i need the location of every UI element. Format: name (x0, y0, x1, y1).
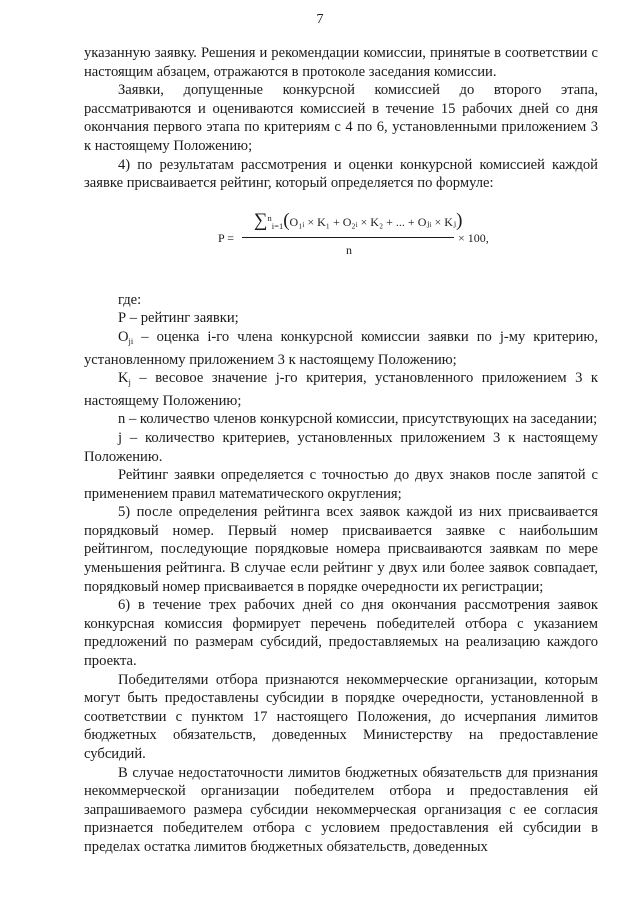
paragraph-item-5: 5) после определения рейтинга всех заявок каждой из них присваивается порядковый номер. Первый номер присваивается заявке с наибольшим рейтингом, последующие порядковые номера присваиваются заявкам по мере уменьшения рейтинга. В случае если рейтинг у двух или более заявок совпадает, порядковый номер присваивается в порядке очередности их регистрации; (84, 504, 598, 595)
formula-terms: O₁ᵢ × K₁ + O₂ᵢ × K₂ + ... + Oⱼᵢ × Kⱼ (289, 214, 457, 229)
definition-j: j – количество критериев, установленных приложением 3 к настоящему Положению. (84, 429, 598, 465)
page-number: 7 (316, 12, 324, 27)
formula-multiplier: × 100, (458, 230, 489, 245)
definition-p: Р – рейтинг заявки; (118, 310, 239, 327)
sum-upper-limit: n (267, 212, 272, 223)
paragraph-item-4: 4) по результатам рассмотрения и оценки конкурсной комиссией каждой заявке присваивается рейтинг, который определяется по формуле: (84, 156, 598, 192)
definition-k: $K_j$ – весовое значение j-го критерия, установленного приложением 3 к настоящему Положению; (84, 370, 598, 409)
fraction-bar (242, 237, 454, 238)
paragraph-rating-precision: Рейтинг заявки определяется с точностью до двух знаков после запятой с применением правил математического округления; (84, 467, 598, 502)
where-label: где: (118, 291, 142, 308)
paragraph-second-stage: Заявки, допущенные конкурсной комиссией до второго этапа, рассматриваются и оцениваются комиссией в течение 15 рабочих дней со дня окончания первого этапа по критериям с 4 по 6, установленными приложением 3 к настоящему Положению; (84, 82, 598, 154)
formula-lhs: P = (218, 230, 235, 245)
formula-numerator: ∑$^n_{i=1}$(O₁ᵢ × K₁ + O₂ᵢ × K₂ + ... + Oⱼᵢ × Kⱼ) (254, 209, 463, 231)
definition-o: $O_{ji}$ – оценка i-го члена конкурсной комиссии заявки по j-му критерию, установленному приложением 3 к настоящему Положению; (84, 328, 598, 368)
document-body (84, 44, 598, 857)
paragraph-winners: Победителями отбора признаются некоммерческие организации, которым могут быть предоставлены субсидии в порядке очередности, установленной в соответствии с пунктом 17 настоящего Положения, до исчерпания лимитов бюджетных обязательств, доведенных Министерству на предоставление субсидий. (84, 671, 598, 762)
sum-lower-limit: i=1 (271, 220, 284, 231)
sum-sign: ∑ (254, 209, 268, 231)
paragraph-insufficient-limits: В случае недостаточности лимитов бюджетных обязательств для признания некоммерческой организации победителем отбора и предоставления ей запрашиваемого размера субсидии некоммерческая организация с ее согласия признается победителем отбора с условием предоставления ей субсидии в пределах остатка лимитов бюджетных обязательств, доведенных (84, 764, 598, 855)
formula-denominator: n (346, 242, 352, 257)
rating-formula (84, 197, 598, 271)
paragraph-item-6: 6) в течение трех рабочих дней со дня окончания рассмотрения заявок конкурсная комиссия формирует перечень победителей отбора с указанием предложений по размерам субсидий, предоставляемых на реализацию каждого проекта. (84, 597, 598, 670)
definition-n: n – количество членов конкурсной комиссии, присутствующих на заседании; (118, 411, 598, 428)
paragraph-continuation: указанную заявку. Решения и рекомендации комиссии, принятые в соответствии с настоящим абзацем, отражаются в протоколе заседания комиссии. (84, 45, 598, 80)
